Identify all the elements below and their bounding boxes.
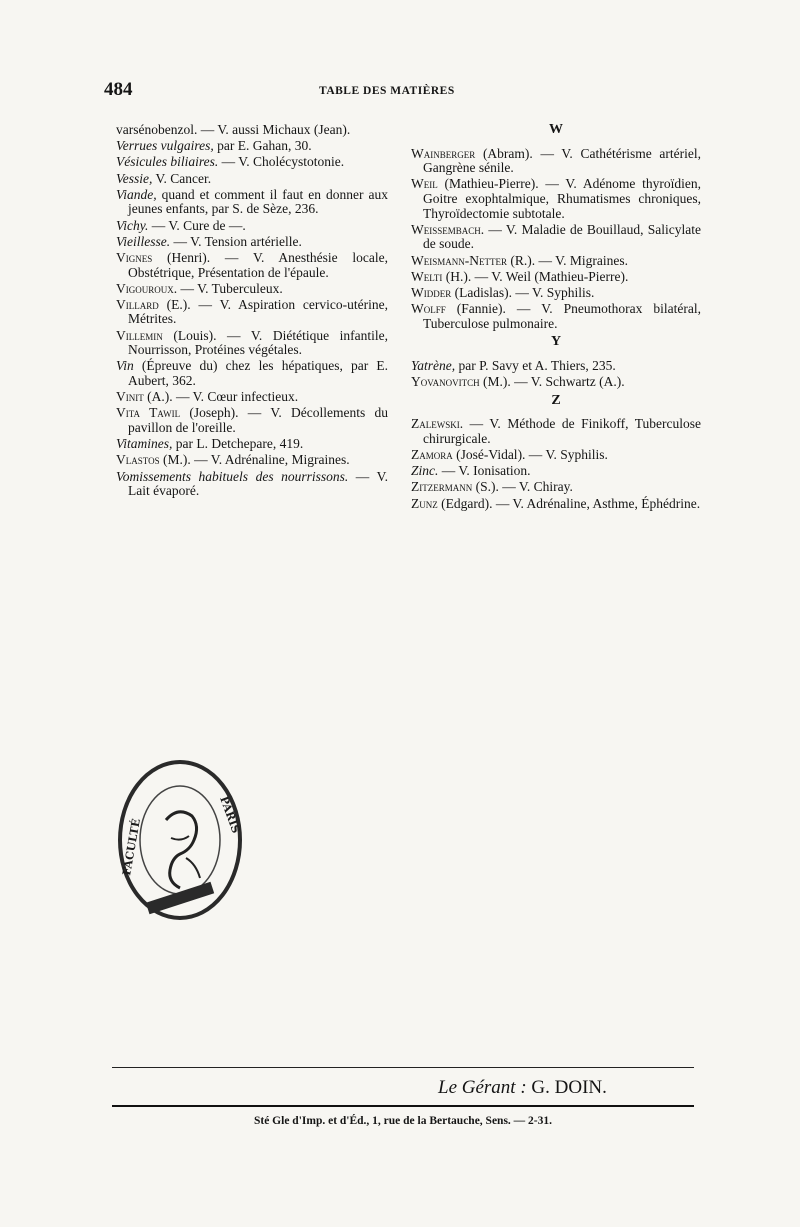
index-entry <box>116 453 388 468</box>
entry-text: — V. Tuberculeux. <box>177 280 283 296</box>
gerant-line <box>438 1077 607 1099</box>
svg-text:FACULTÉ: FACULTÉ <box>120 817 143 877</box>
entry-term: Vigouroux. <box>116 280 178 296</box>
footer-rule-bottom <box>112 1105 694 1107</box>
entry-term: Vinit <box>116 389 144 405</box>
entry-text: — V. Lait évaporé. <box>128 468 388 499</box>
entry-text: (Épreuve du) chez les hépatiques, par E. Aubert, 362. <box>128 358 388 389</box>
index-entry <box>116 172 388 187</box>
entry-text: (Louis). — V. Diététique infantile, Nourrisson, Protéines végétales. <box>128 327 388 358</box>
entry-term: Vomissements habituels des nourrissons. <box>116 468 349 484</box>
entry-term: Zitzermann <box>411 479 473 495</box>
index-entry <box>116 329 388 358</box>
index-entry <box>116 298 388 327</box>
entry-term: Verrues vulgaires, <box>116 138 214 154</box>
index-entry <box>411 254 701 269</box>
entry-text: — V. Maladie de Bouillaud, Salicylate de soude. <box>423 221 701 252</box>
index-entry <box>116 219 388 234</box>
footer-rule-top <box>112 1067 694 1068</box>
index-column-right <box>411 123 701 513</box>
index-entry <box>411 359 701 374</box>
entry-text: — V. Méthode de Finikoff, Tuberculose chirurgicale. <box>423 416 701 446</box>
page-number: 484 <box>104 79 133 100</box>
entry-term: Weismann-Netter <box>411 252 507 268</box>
entry-text: — V. Cure de —. <box>148 217 246 233</box>
entry-text: par P. Savy et A. Thiers, 235. <box>455 357 616 373</box>
entry-term: Vlastos <box>116 452 160 468</box>
entry-text: (E.). — V. Aspiration cervico-utérine, Métrites. <box>128 296 388 327</box>
entry-text: (Fannie). — V. Pneumothorax bilatéral, Tuberculose pulmonaire. <box>423 301 701 331</box>
entry-term: Vichy. <box>116 217 149 233</box>
entry-text: (José-Vidal). — V. Syphilis. <box>452 447 608 463</box>
entry-text: (Abram). — V. Cathétérisme artériel, Gangrène sénile. <box>423 145 701 176</box>
index-entry <box>411 497 701 512</box>
entry-text: (Ladislas). — V. Syphilis. <box>451 284 595 300</box>
entry-text: — V. Cholécystotonie. <box>218 154 345 170</box>
entry-term: Widder <box>411 284 452 300</box>
section-letter-heading: Y <box>550 334 562 350</box>
entry-term: Vieillesse. <box>116 233 171 249</box>
library-stamp <box>116 758 244 922</box>
index-entry <box>411 177 701 221</box>
entry-text: varsénobenzol. — V. aussi Michaux (Jean). <box>116 122 351 137</box>
index-entry <box>411 448 701 463</box>
entry-term: Zinc. <box>411 463 439 479</box>
section-letter-heading: W <box>549 122 563 137</box>
entry-text: (S.). — V. Chiray. <box>472 479 573 495</box>
index-entry <box>411 375 701 390</box>
entry-term: Vignes <box>116 249 153 265</box>
entry-text: (M.). — V. Adrénaline, Migraines. <box>159 452 350 468</box>
entry-term: Wainberger <box>411 145 476 161</box>
index-column-left <box>116 123 388 500</box>
entry-term: Yatrène, <box>411 357 456 373</box>
index-entry <box>411 480 701 495</box>
entry-text: (Henri). — V. Anesthésie locale, Obstétrique, Présentation de l'épaule. <box>128 249 388 280</box>
index-entry <box>116 282 388 297</box>
gerant-label: Le Gérant : <box>438 1077 527 1098</box>
entry-term: Vésicules biliaires. <box>116 154 219 170</box>
index-entry <box>116 437 388 452</box>
index-entry <box>411 464 701 479</box>
index-entry <box>116 123 388 138</box>
index-entry <box>411 147 701 176</box>
printer-imprint: Sté Gle d'Imp. et d'Éd., 1, rue de la Bertauche, Sens. — 2-31. <box>253 1115 553 1127</box>
entry-term: Vessie, <box>116 170 153 186</box>
entry-term: Wolff <box>411 301 446 317</box>
index-entry <box>116 470 388 499</box>
entry-term: Vita Tawil <box>116 405 181 421</box>
entry-term: Vin <box>116 358 134 374</box>
entry-text: — V. Ionisation. <box>438 463 531 479</box>
index-entry <box>411 223 701 252</box>
index-entry <box>411 302 701 331</box>
running-title: TABLE DES MATIÈRES <box>319 85 455 97</box>
index-entry <box>116 251 388 280</box>
entry-text: par E. Gahan, 30. <box>213 138 312 154</box>
svg-text:PARIS: PARIS <box>217 794 243 835</box>
index-entry <box>116 155 388 170</box>
entry-term: Weissembach. <box>411 221 485 237</box>
entry-text: (Joseph). — V. Décollements du pavillon de l'oreille. <box>128 405 389 435</box>
entry-text: (M.). — V. Schwartz (A.). <box>479 374 625 390</box>
gerant-name: G. DOIN. <box>531 1077 607 1098</box>
entry-term: Weil <box>411 176 438 192</box>
entry-text: par L. Detchepare, 419. <box>172 436 304 452</box>
entry-term: Villemin <box>116 327 163 343</box>
entry-term: Viande, <box>116 186 157 202</box>
section-letter-heading: Z <box>551 392 561 408</box>
entry-term: Yovanovitch <box>411 374 480 390</box>
entry-term: Villard <box>116 296 159 312</box>
entry-text: (H.). — V. Weil (Mathieu-Pierre). <box>442 268 629 284</box>
index-entry <box>116 235 388 250</box>
entry-text: (A.). — V. Cœur infectieux. <box>143 389 299 405</box>
entry-text: (Mathieu-Pierre). — V. Adénome thyroïdien, Goitre exophtalmique, Rhumatismes chroniques, Thyroïdectomie subtotale. <box>423 176 701 221</box>
entry-text: V. Cancer. <box>152 170 212 186</box>
index-entry <box>116 390 388 405</box>
entry-text: (R.). — V. Migraines. <box>506 252 628 268</box>
index-entry <box>411 286 701 301</box>
entry-term: Vitamines, <box>116 436 173 452</box>
index-entry <box>411 417 701 446</box>
entry-text: quand et comment il faut en donner aux jeunes enfants, par S. de Sèze, 236. <box>128 186 388 217</box>
entry-term: Zamora <box>411 447 453 463</box>
index-entry <box>116 359 388 388</box>
index-entry <box>116 188 388 217</box>
entry-text: — V. Tension artérielle. <box>170 233 302 249</box>
entry-term: Zunz <box>411 495 438 511</box>
entry-term: Welti <box>411 268 443 284</box>
index-entry <box>116 139 388 154</box>
index-entry <box>116 406 388 435</box>
entry-term: Zalewski. <box>411 416 464 432</box>
index-entry <box>411 270 701 285</box>
entry-text: (Edgard). — V. Adrénaline, Asthme, Éphédrine. <box>437 495 701 511</box>
